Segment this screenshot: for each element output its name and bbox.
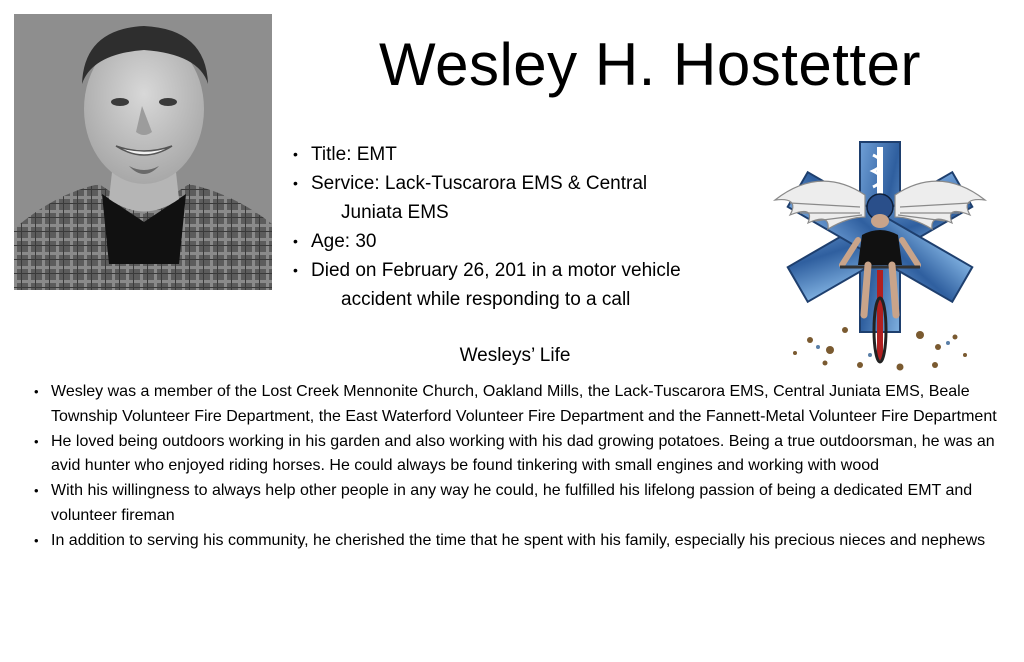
fact-title	[293, 140, 763, 169]
list-item	[34, 380, 1014, 429]
fact-age	[293, 227, 763, 256]
bullet: •	[293, 233, 298, 249]
fact-text-continued: accident while responding to a call	[341, 289, 631, 310]
fact-text: Died on February 26, 201 in a motor vehicle	[311, 260, 681, 281]
list-item	[34, 529, 1014, 554]
fact-text: Service: Lack-Tuscarora EMS & Central	[311, 173, 648, 194]
fact-service	[293, 169, 763, 227]
list-item-text: Wesley was a member of the Lost Creek Mennonite Church, Oakland Mills, the Lack-Tuscarora EMS, Central Juniata EMS, Beale Township Volunteer Fire Department, the East Waterford Volunteer Fire Department and the Fannett-Metal Volunteer Fire Department	[51, 383, 997, 425]
portrait-icon	[14, 14, 272, 290]
list-item-text: He loved being outdoors working in his garden and also working with his dad growing potatoes. Being a true outdoorsman, he was an avid hunter who enjoyed riding horses. He could always be found tinkering with small engines and working with wood	[51, 432, 995, 474]
bullet: •	[34, 433, 39, 449]
bullet: •	[34, 483, 39, 498]
section-heading-life: Wesleys’ Life	[459, 345, 571, 366]
page-title: Wesley H. Hostetter	[379, 31, 921, 98]
portrait-photo	[14, 14, 272, 290]
bullet: •	[34, 384, 39, 399]
fact-text-continued: Juniata EMS	[341, 202, 449, 223]
winged-star-of-life-cyclist-icon	[770, 125, 990, 375]
list-item	[34, 479, 1014, 528]
life-list	[34, 380, 1014, 554]
list-item-text: In addition to serving his community, he cherished the time that he spent with his family, especially his precious nieces and nephews	[51, 531, 986, 549]
list-item-text: With his willingness to always help other people in any way he could, he fulfilled his lifelong passion of being a dedicated EMT and volunteer fireman	[51, 482, 973, 524]
bullet: •	[34, 532, 39, 548]
facts-list	[293, 140, 763, 314]
bullet: •	[293, 262, 298, 278]
fact-text: Title: EMT	[311, 144, 397, 165]
bullet: •	[293, 175, 298, 191]
fact-death	[293, 256, 763, 314]
list-item	[34, 430, 1014, 479]
bullet: •	[293, 146, 298, 162]
fact-text: Age: 30	[311, 231, 377, 252]
